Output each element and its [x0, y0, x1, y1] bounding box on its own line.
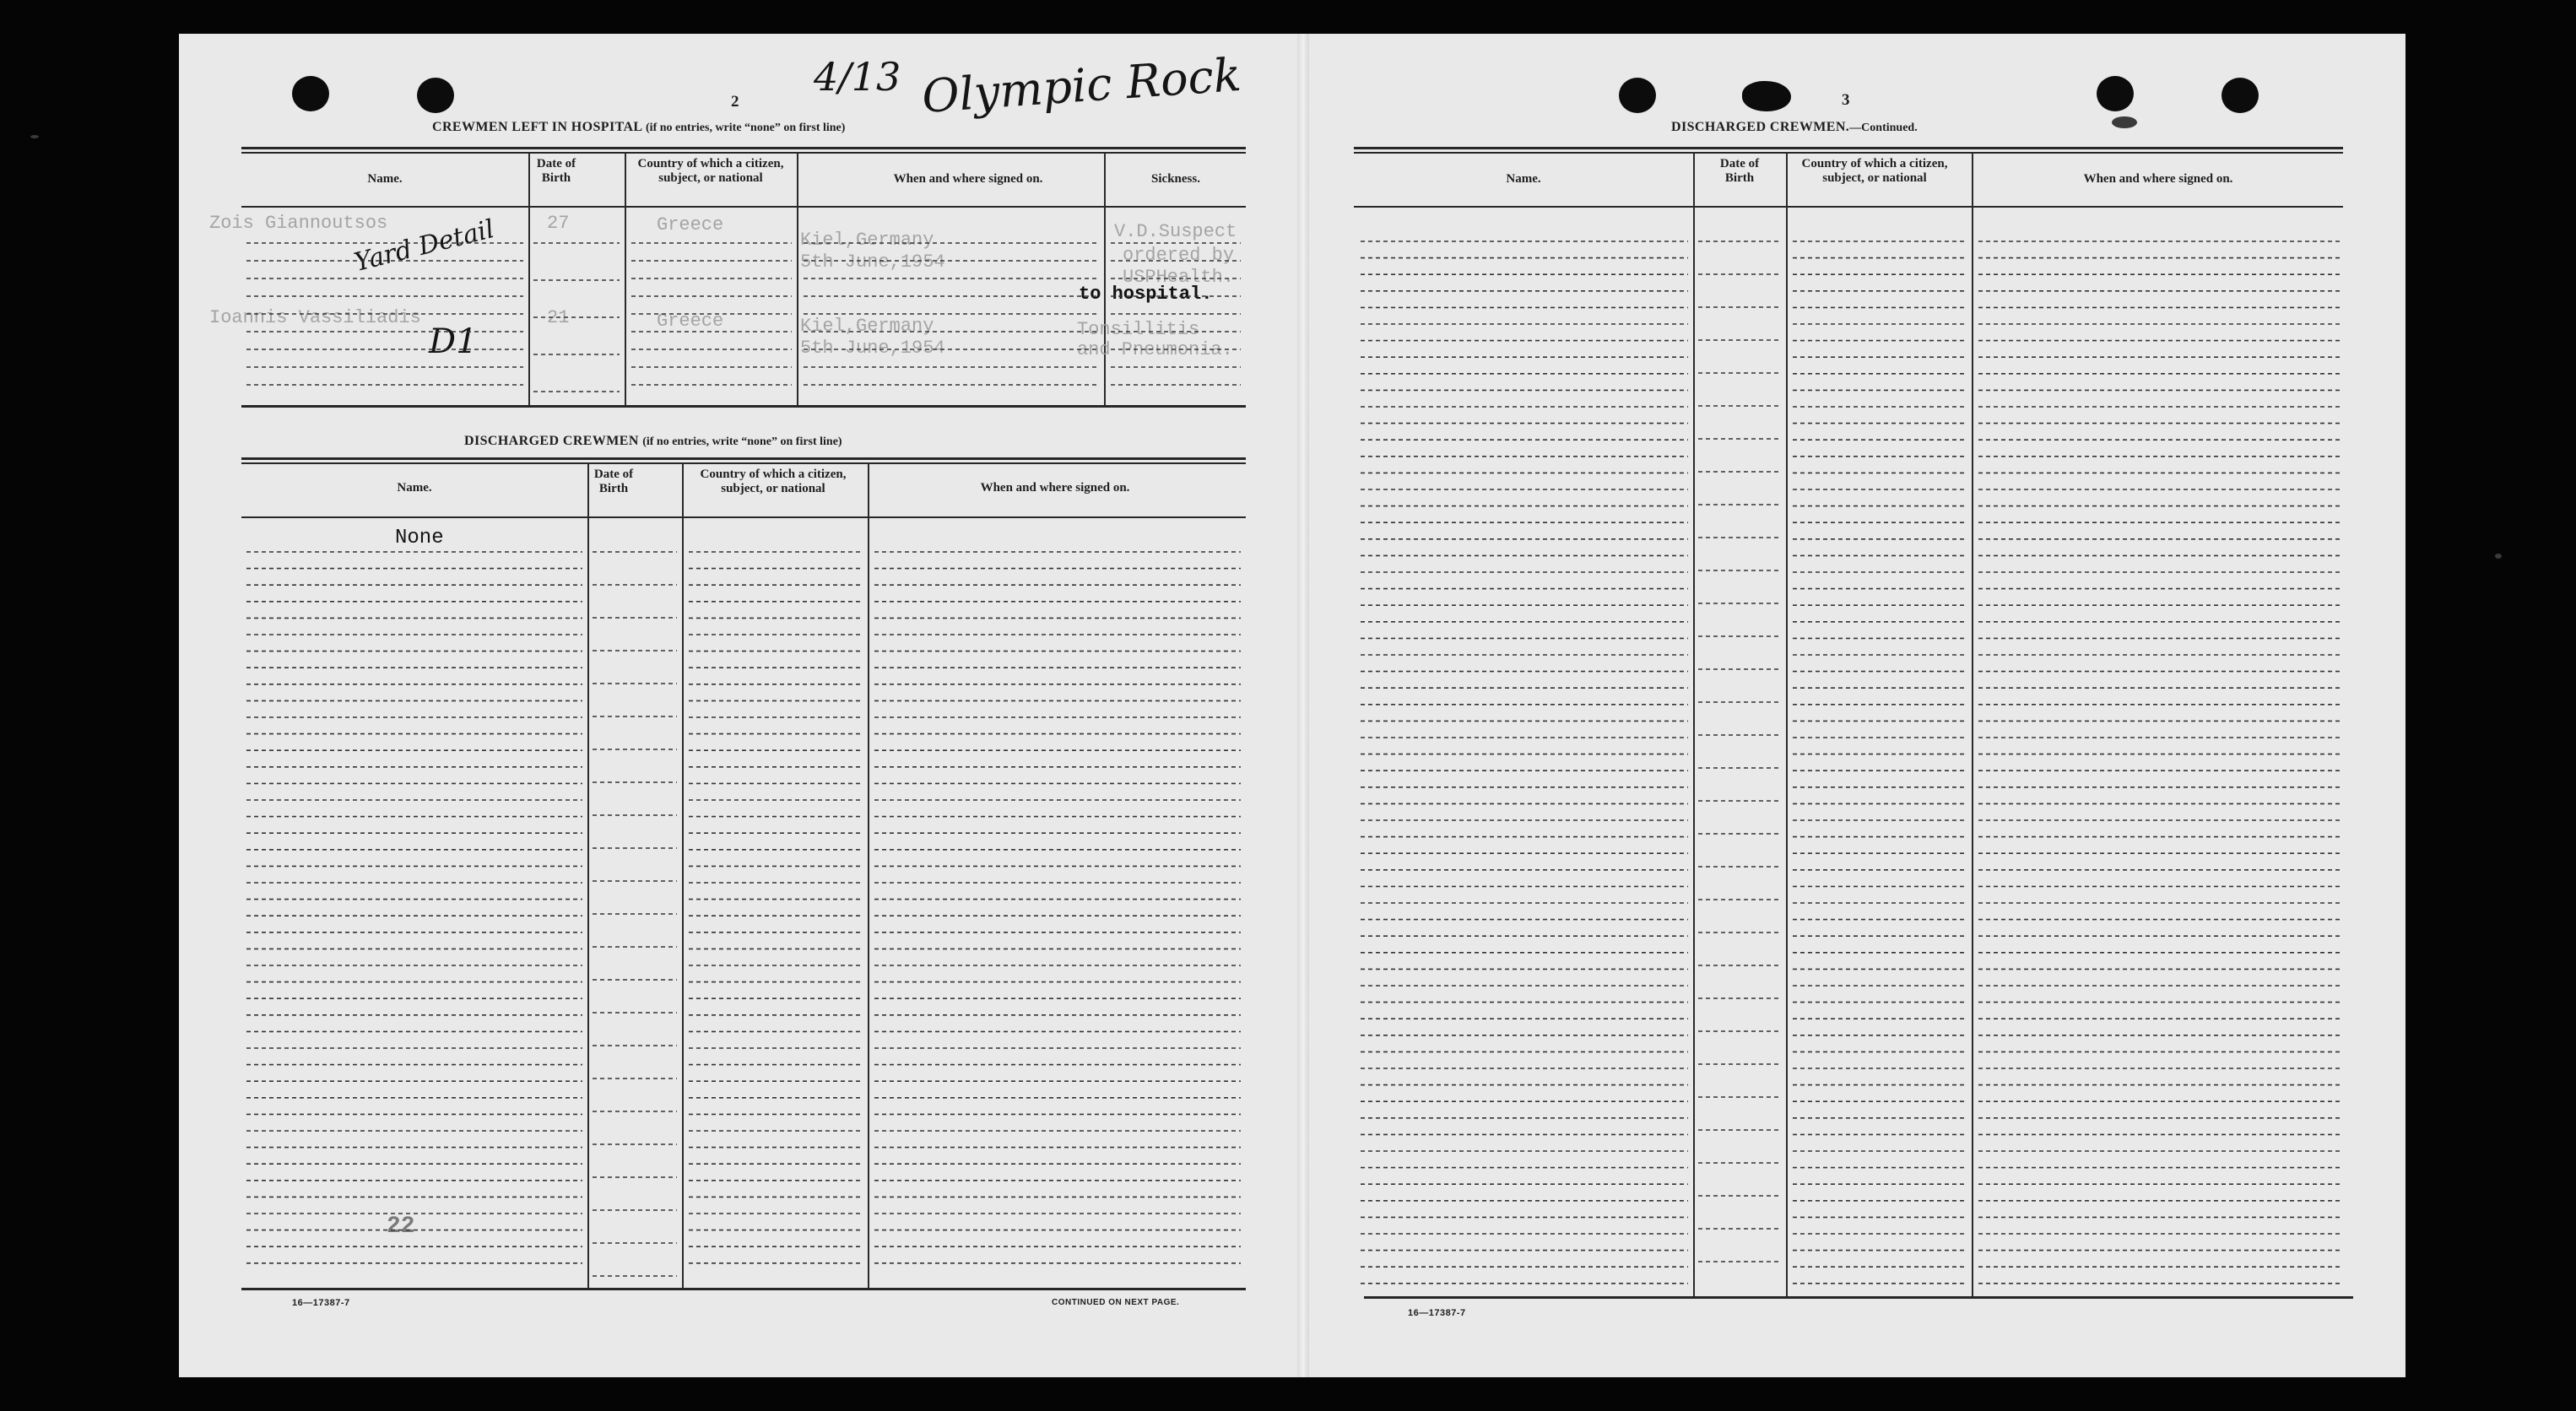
- col-header-name: Name.: [1506, 172, 1541, 186]
- handwritten-note: D1: [429, 322, 478, 361]
- crew-name: Ioannis Vassiliadis: [209, 307, 421, 328]
- crew-sickness: USPHealth.: [1123, 267, 1235, 288]
- crew-sickness: Tonsillitis: [1077, 319, 1200, 340]
- handwritten-note: Yard Detail: [351, 214, 498, 278]
- col-header-signed: When and where signed on.: [2083, 172, 2233, 186]
- form-number: 16—17387-7: [292, 1298, 350, 1308]
- speck: [2495, 554, 2502, 559]
- discharged-instruction: (if no entries, write “none” on first line): [642, 435, 842, 448]
- crew-sickness: ordered by: [1123, 245, 1235, 266]
- continued-note: CONTINUED ON NEXT PAGE.: [1052, 1298, 1180, 1307]
- crew-country: Greece: [657, 311, 724, 332]
- col-header-country: Country of which a citizen, subject, or national: [637, 157, 784, 185]
- crew-country: Greece: [657, 214, 724, 235]
- crew-signed-place: Kiel,Germany: [800, 230, 934, 251]
- discharged-title-text: DISCHARGED CREWMEN: [464, 434, 639, 448]
- manifest-sheet: [179, 34, 2406, 1377]
- crew-sickness: and Pneumonia.: [1077, 339, 1233, 360]
- form-number: 16—17387-7: [1408, 1308, 1466, 1318]
- col-header-dob: Date of Birth: [593, 468, 634, 495]
- col-header-signed: When and where signed on.: [893, 172, 1043, 186]
- crew-age: 27: [547, 213, 570, 234]
- page-number: 3: [1842, 91, 1850, 109]
- dashed-writing-lines: [179, 34, 2406, 1377]
- handwritten-annotation: 4/13: [814, 54, 901, 100]
- col-header-sickness: Sickness.: [1151, 172, 1200, 186]
- col-header-country: Country of which a citizen, subject, or national: [1801, 157, 1948, 185]
- col-header-signed: When and where signed on.: [980, 481, 1130, 495]
- continued-suffix: —Continued.: [1849, 122, 1918, 134]
- col-header-name: Name.: [367, 172, 403, 186]
- crew-signed-date: 5th June,1954: [800, 251, 945, 273]
- crew-signed-place: Kiel,Germany: [800, 316, 934, 337]
- handwritten-vessel-name: Olympic Rock: [920, 47, 1243, 124]
- crew-sickness: V.D.Suspect: [1114, 221, 1237, 242]
- hospital-title-text: CREWMEN LEFT IN HOSPITAL: [432, 120, 642, 134]
- hospital-instruction: (if no entries, write “none” on first line): [646, 122, 846, 134]
- stamp-number: 22: [387, 1214, 415, 1240]
- col-header-dob: Date of Birth: [536, 157, 576, 185]
- discharged-first-entry: None: [395, 527, 444, 549]
- continued-title-text: DISCHARGED CREWMEN.: [1671, 120, 1850, 134]
- col-header-country: Country of which a citizen, subject, or national: [700, 468, 847, 495]
- crew-signed-date: 5th June,1954: [800, 338, 945, 359]
- col-header-name: Name.: [397, 481, 432, 495]
- page-number: 2: [731, 93, 739, 111]
- col-header-dob: Date of Birth: [1719, 157, 1760, 185]
- speck: [30, 135, 39, 138]
- crew-sickness: to hospital.: [1079, 284, 1213, 305]
- crew-age: 21: [547, 307, 570, 328]
- crew-name: Zois Giannoutsos: [209, 213, 388, 234]
